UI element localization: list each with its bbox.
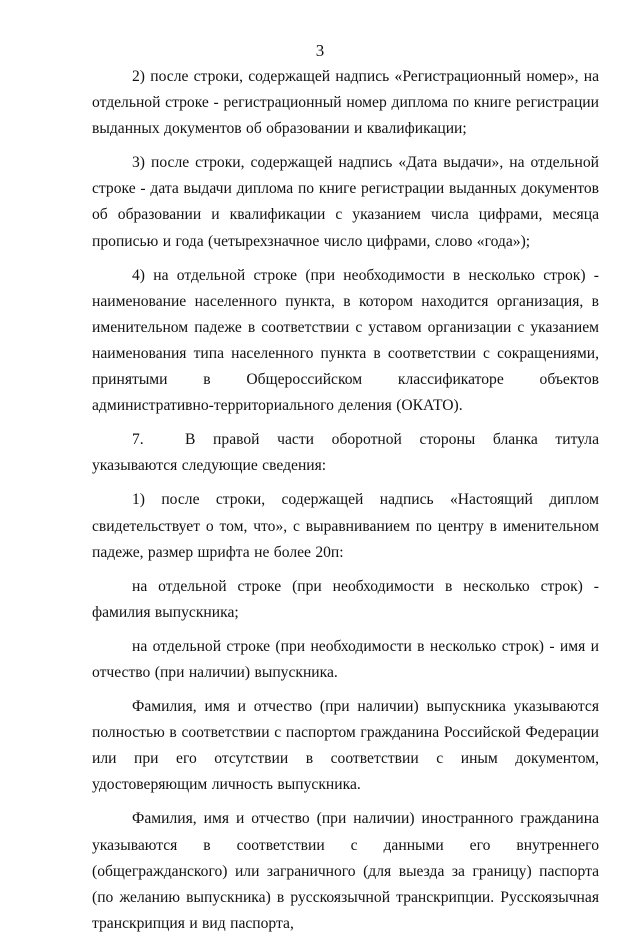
document-body [92, 64, 599, 937]
paragraph-name-patronymic: на отдельной строке (при необходимости в несколько строк) - имя и отчество (при наличии) выпускника. [92, 637, 599, 681]
paragraph-foreign-citizen: Фамилия, имя и отчество (при наличии) иностранного гражданина указываются в соответствии с данными его внутреннего (общегражданского) или заграничного (для выезда за границу) паспорта (по желанию выпускника) в русскоязычной транскрипции. Русскоязычная транскрипция и вид паспорта, [92, 810, 599, 932]
page-number: 3 [315, 41, 325, 60]
paragraph-item-7 [92, 427, 599, 479]
paragraph-locality: 4) на отдельной строке (при необходимости в несколько строк) - наименование населенного пункта, в котором находится организация, в именительном падеже в соответствии с уставом организации с указанием наименования типа населенного пункта в соответствии с сокращениями, принятыми в Общероссийском классификаторе объектов административно-территориального деления (ОКАТО). [92, 266, 599, 415]
item-7-text: В правой части оборотной стороны бланка титула указываются следующие сведения: [92, 431, 599, 475]
paragraph-issue-date: 3) после строки, содержащей надпись «Дата выдачи», на отдельной строке - дата выдачи диплома по книге регистрации выданных документов об образовании и квалификации с указанием числа цифрами, месяца прописью и года (четырехзначное число цифрами, слово «года»); [92, 154, 599, 250]
item-7-number: 7. [132, 431, 144, 449]
paragraph-surname: на отдельной строке (при необходимости в несколько строк) - фамилия выпускника; [92, 577, 599, 621]
paragraph-full-name-passport: Фамилия, имя и отчество (при наличии) выпускника указываются полностью в соответствии с паспортом гражданина Российской Федерации или при его отсутствии в соответствии с иным документом, удостоверяющим личность выпускника. [92, 698, 599, 794]
paragraph-diploma-certifies: 1) после строки, содержащей надпись «Настоящий диплом свидетельствует о том, что», с выравниванием по центру в именительном падеже, размер шрифта не более 20п: [92, 491, 599, 561]
paragraph-registration-number: 2) после строки, содержащей надпись «Регистрационный номер», на отдельной строке - регистрационный номер диплома по книге регистрации выданных документов об образовании и квалификации; [92, 68, 599, 138]
